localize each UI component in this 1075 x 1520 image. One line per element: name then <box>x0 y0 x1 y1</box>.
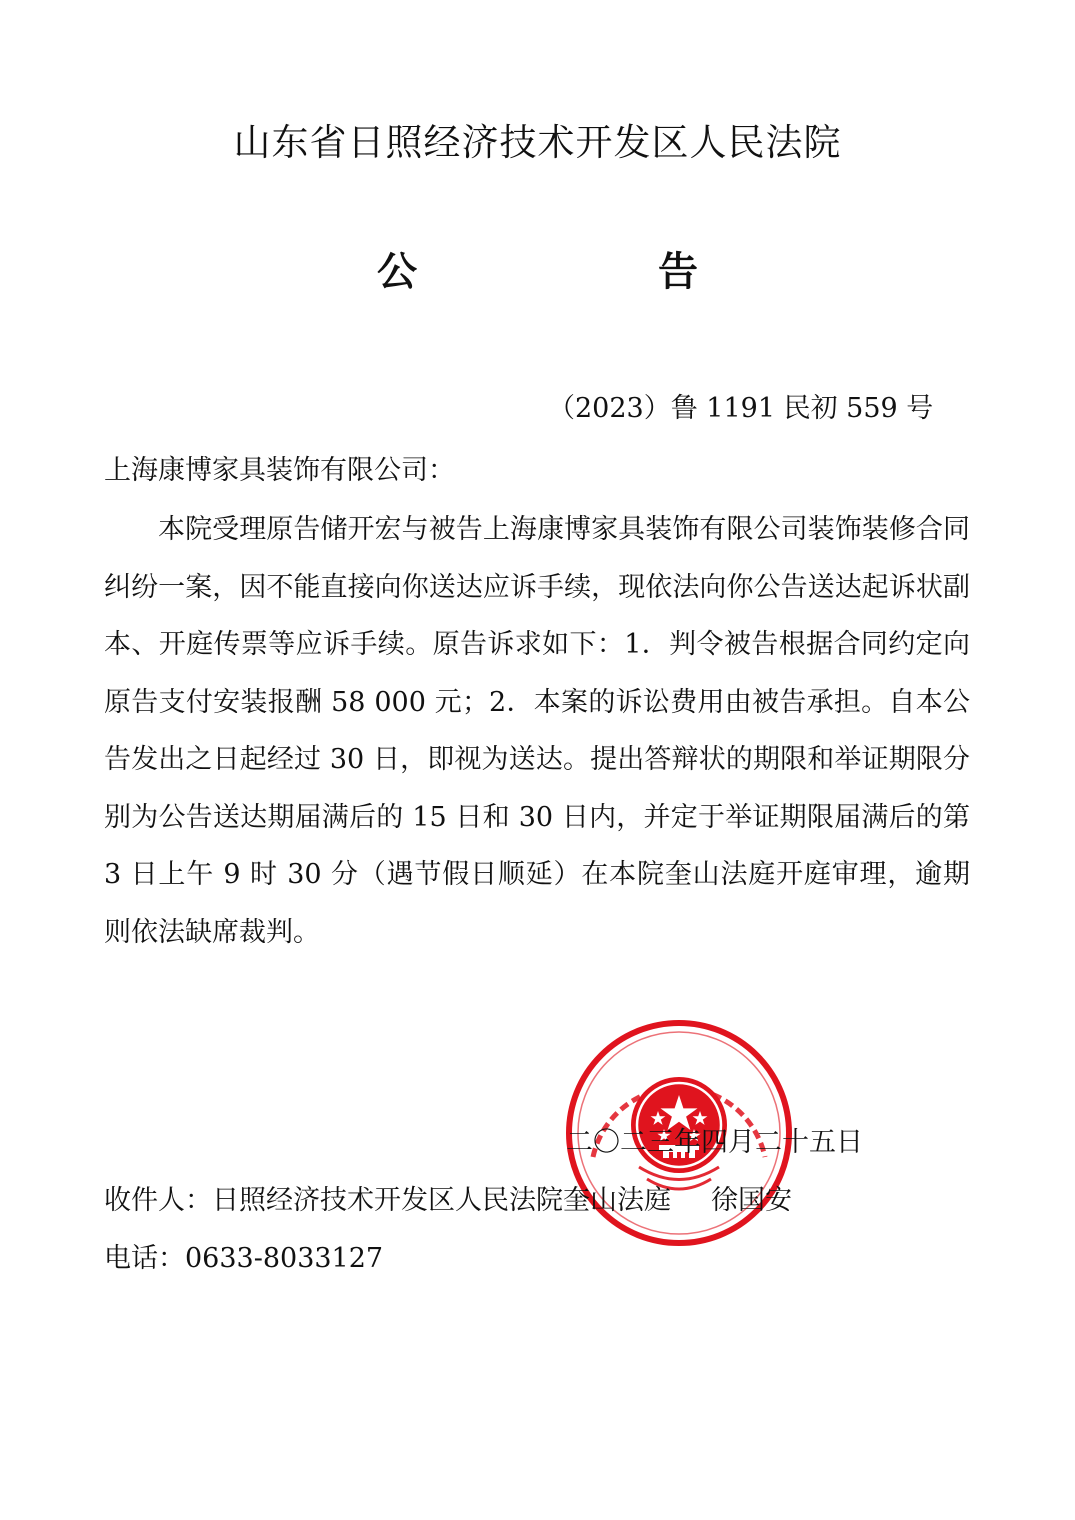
recipient-name: 徐国安 <box>711 1185 792 1216</box>
case-number: （2023）鲁 1191 民初 559 号 <box>548 393 934 424</box>
notice-body: 本院受理原告储开宏与被告上海康博家具装饰有限公司装饰装修合同纠纷一案，因不能直接向你送达应诉手续，现依法向你公告送达起诉状副本、开庭传票等应诉手续。原告诉求如下：1．判令被告根据合同约定向原告支付安装报酬 58 000 元；2．本案的诉讼费用由被告承担。自本公告发出之日起经过 30 日，即视为送达。提出答辩状的期限和举证期限分别为公告送达期届满后的 15 日和 30 日内，并定于举证期限届满后的第 3 日上午 9 时 30 分（遇节假日顺延）在本院奎山法庭开庭审理，逾期则依法缺席裁判。 <box>104 514 970 948</box>
date-line: 二〇二三年四月二十五日 <box>566 1127 863 1158</box>
notice-title-char-2: 告 <box>658 249 698 295</box>
notice-title-char-1: 公 <box>377 249 417 295</box>
phone-line: 电话：0633-8033127 <box>104 1243 384 1274</box>
court-name: 山东省日照经济技术开发区人民法院 <box>233 121 842 164</box>
recipient-label: 收件人：日照经济技术开发区人民法院奎山法庭 <box>104 1185 671 1216</box>
notice-title <box>0 240 1075 300</box>
recipient-line <box>104 1178 792 1217</box>
addressee: 上海康博家具装饰有限公司： <box>104 455 455 486</box>
